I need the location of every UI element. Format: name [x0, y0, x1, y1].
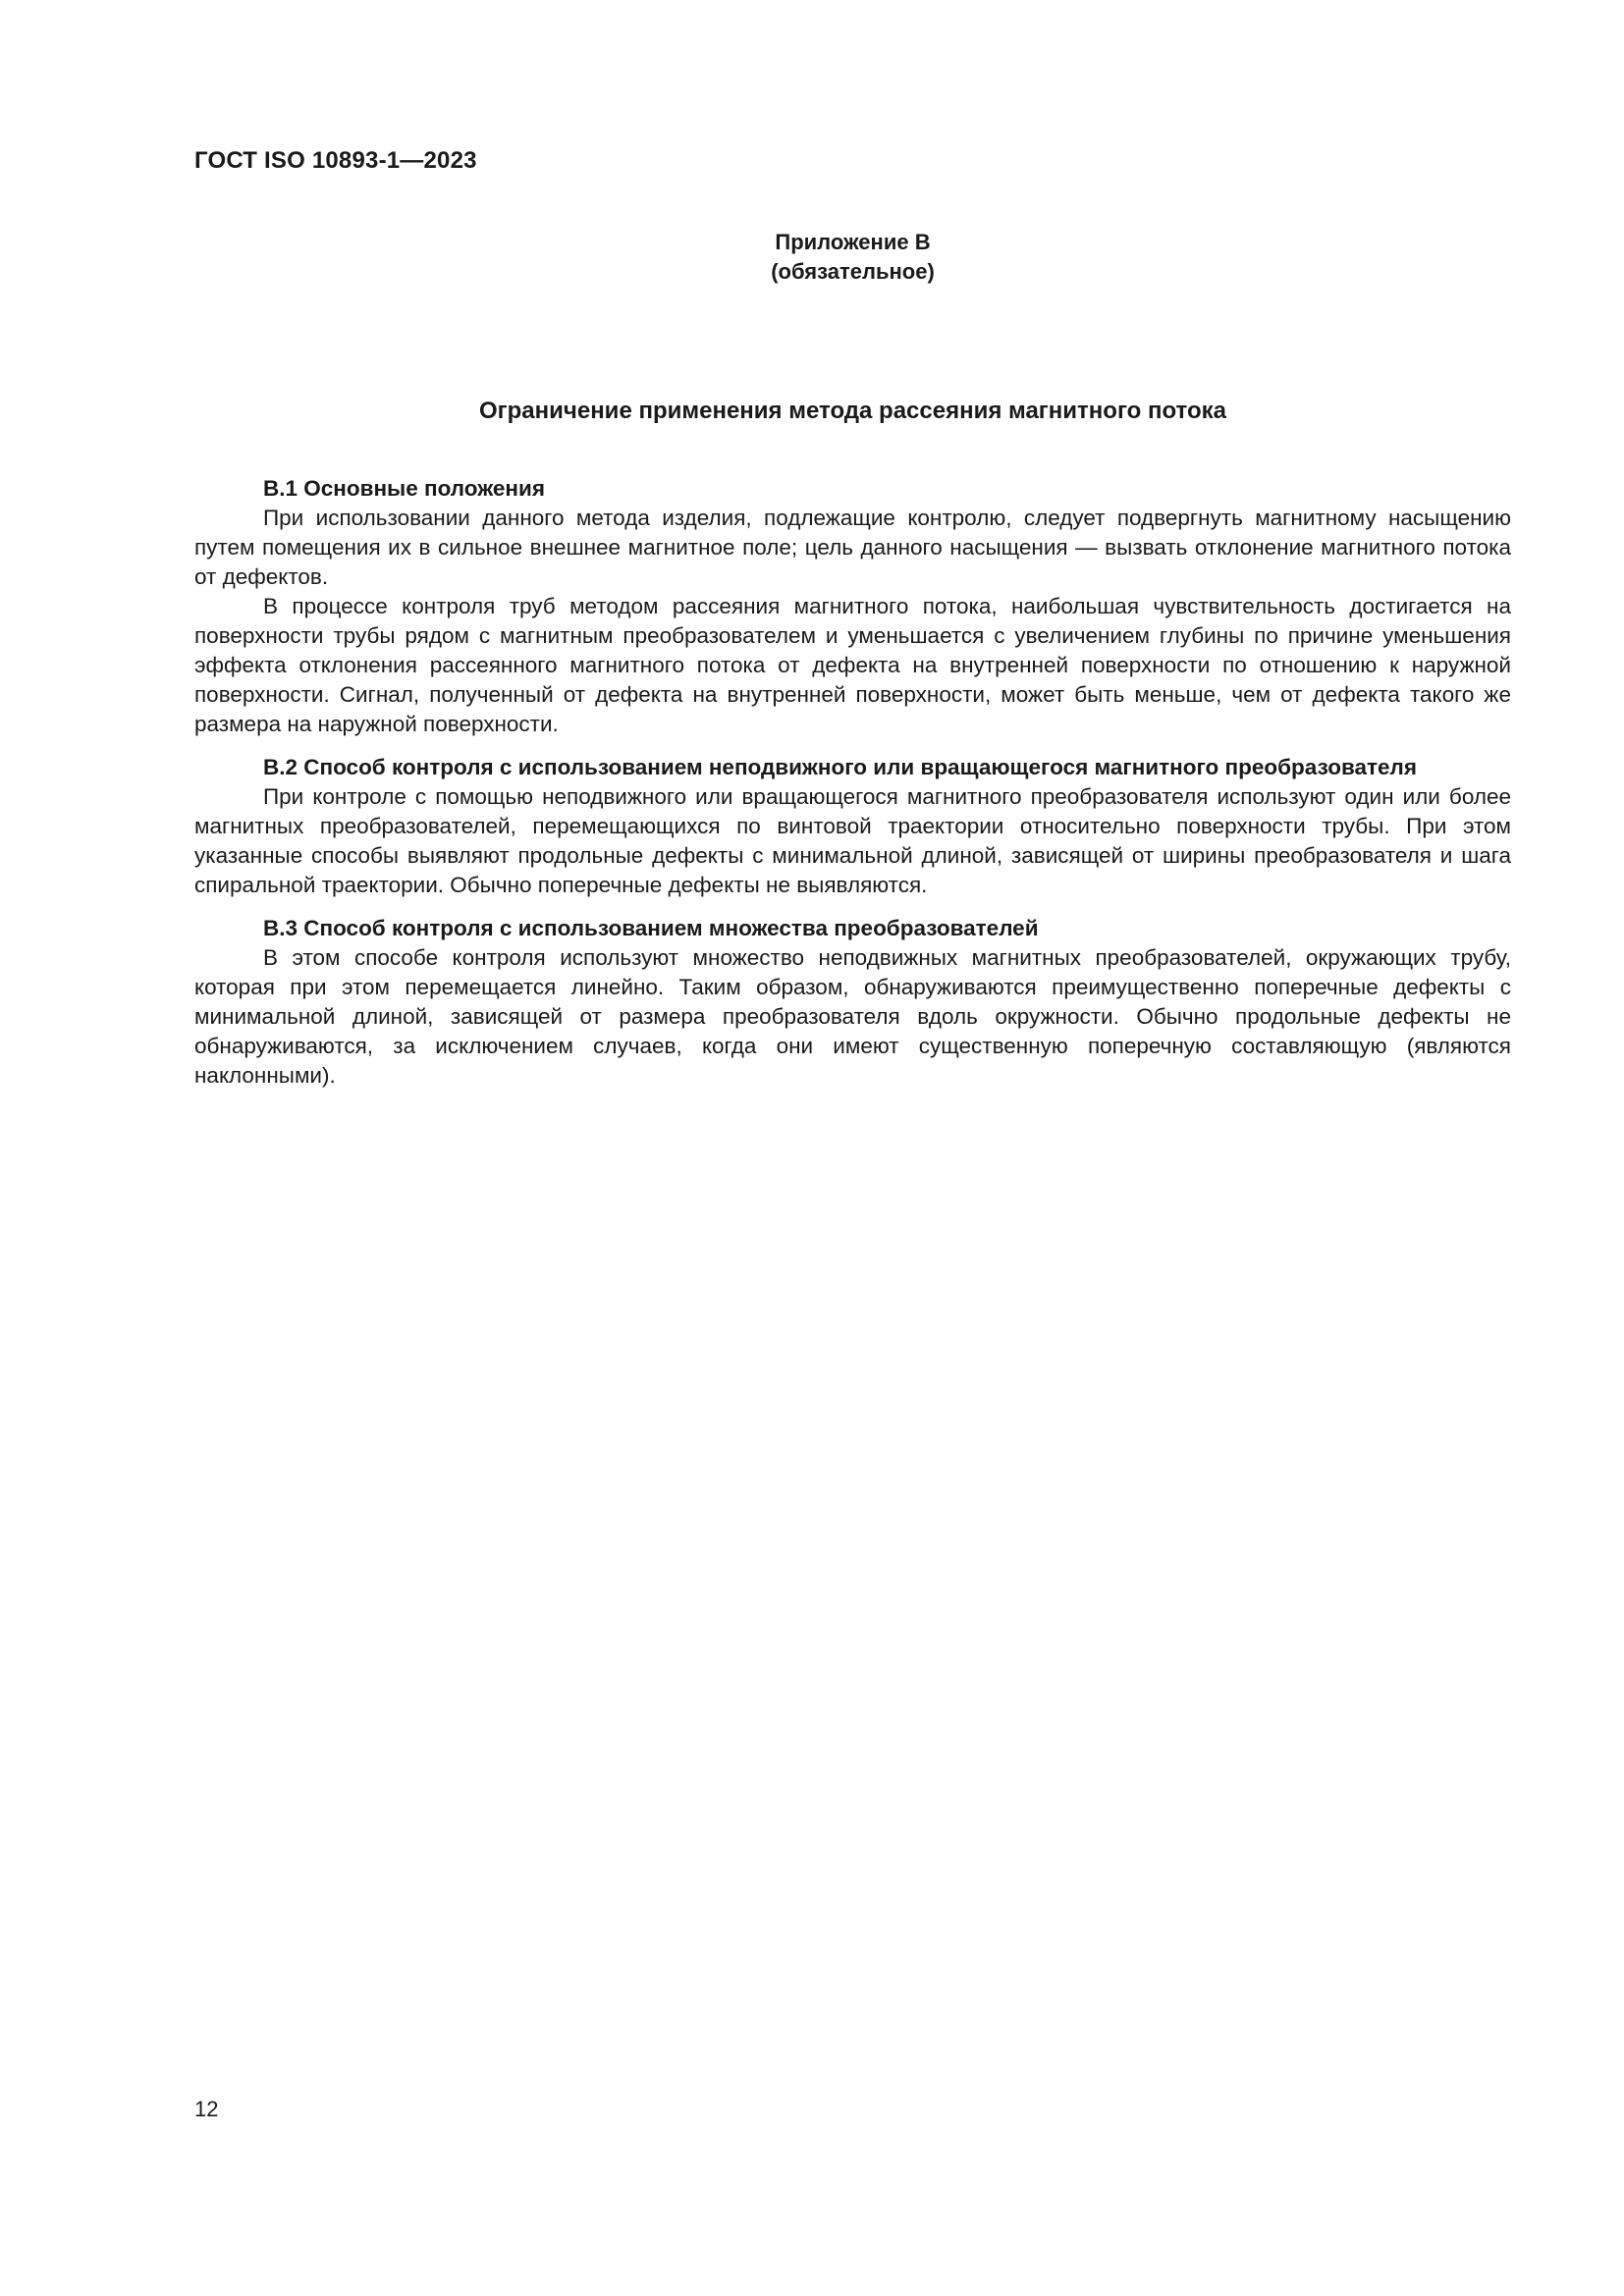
- paragraph: При использовании данного метода изделия, подлежащие контролю, следует подвергнуть магнитному насыщению путем помещения их в сильное внешнее магнитное поле; цель данного насыщения — вызвать отклонение магнитного потока от дефектов.: [194, 506, 1511, 589]
- annex-header: [194, 228, 1511, 287]
- section-heading: В.1 Основные положения: [263, 476, 545, 501]
- section-heading: В.3 Способ контроля с использованием множества преобразователей: [263, 916, 1039, 940]
- paragraph: При контроле с помощью неподвижного или вращающегося магнитного преобразователя используют один или более магнитных преобразователей, перемещающихся по винтовой траектории относительно поверхности трубы. При этом указанные способы выявляют продольные дефекты с минимальной длиной, зависящей от ширины преобразователя и шага спиральной траектории. Обычно поперечные дефекты не выявляются.: [194, 784, 1511, 897]
- page-number: 12: [194, 2097, 219, 2121]
- annex-status: (обязательное): [771, 259, 935, 284]
- document-code: ГОСТ ISO 10893-1—2023: [194, 147, 477, 174]
- section-heading: В.2 Способ контроля с использованием неподвижного или вращающегося магнитного преобразователя: [263, 755, 1417, 779]
- annex-title: Ограничение применения метода рассеяния магнитного потока: [478, 398, 1226, 424]
- section-b3: [194, 914, 1511, 1091]
- document-body: [194, 474, 1511, 1091]
- annex-label: Приложение В: [775, 230, 931, 254]
- paragraph: В этом способе контроля используют множество неподвижных магнитных преобразователей, окружающих трубу, которая при этом перемещается линейно. Таким образом, обнаруживаются преимущественно поперечные дефекты с минимальной длиной, зависящей от размера преобразователя вдоль окружности. Обычно продольные дефекты не обнаруживаются, за исключением случаев, когда они имеют существенную поперечную составляющую (являются наклонными).: [194, 945, 1511, 1088]
- section-b2: [194, 753, 1511, 900]
- section-b1: [194, 474, 1511, 739]
- paragraph: В процессе контроля труб методом рассеяния магнитного потока, наибольшая чувствительность достигается на поверхности трубы рядом с магнитным преобразователем и уменьшается с увеличением глубины по причине уменьшения эффекта отклонения рассеянного магнитного потока от дефекта на внутренней поверхности по отношению к наружной поверхности. Сигнал, полученный от дефекта на внутренней поверхности, может быть меньше, чем от дефекта такого же размера на наружной поверхности.: [194, 594, 1511, 736]
